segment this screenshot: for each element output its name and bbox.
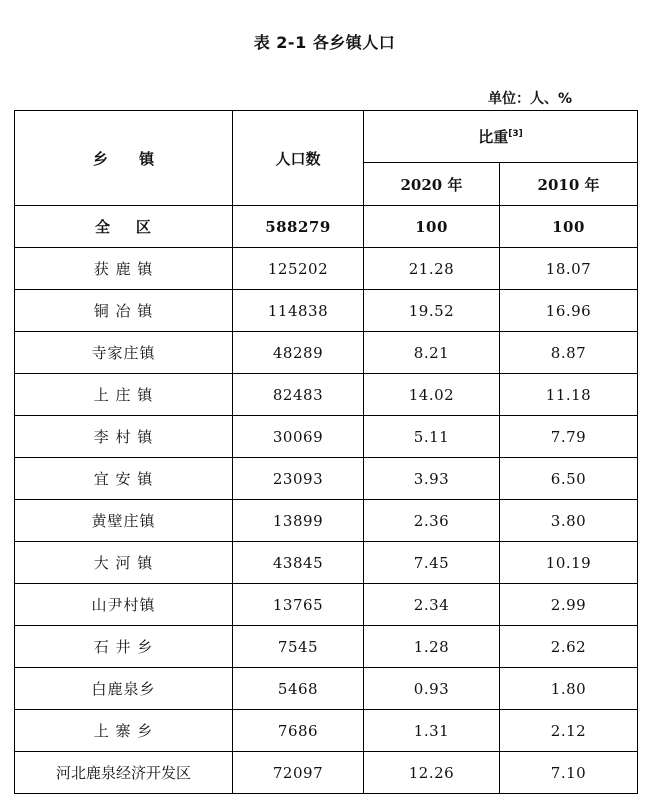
row-share-2020: 7.45 (364, 542, 500, 584)
row-population: 7545 (233, 626, 364, 668)
table-row-total (15, 206, 638, 248)
table-row (15, 290, 638, 332)
row-share-2010: 7.79 (500, 416, 638, 458)
table-row (15, 584, 638, 626)
row-share-2010: 8.87 (500, 332, 638, 374)
row-name: 大 河 镇 (15, 542, 233, 584)
row-share-2010: 2.12 (500, 710, 638, 752)
row-population: 43845 (233, 542, 364, 584)
header-share (364, 111, 638, 163)
table-title: 表 2-1 各乡镇人口 (253, 33, 396, 52)
header-town: 乡 镇 (15, 111, 233, 206)
row-name: 宜 安 镇 (15, 458, 233, 500)
row-population: 48289 (233, 332, 364, 374)
header-2010: 2010 年 (500, 163, 638, 206)
row-population: 7686 (233, 710, 364, 752)
row-share-2020: 2.36 (364, 500, 500, 542)
row-share-2020: 21.28 (364, 248, 500, 290)
table-body (15, 206, 638, 794)
table-row (15, 500, 638, 542)
table-row (15, 332, 638, 374)
row-share-2010: 10.19 (500, 542, 638, 584)
row-share-2010: 6.50 (500, 458, 638, 500)
row-name: 获 鹿 镇 (15, 248, 233, 290)
row-share-2020: 19.52 (364, 290, 500, 332)
row-name: 全 区 (15, 206, 233, 248)
row-population: 125202 (233, 248, 364, 290)
table-row (15, 542, 638, 584)
table-row (15, 248, 638, 290)
row-population: 72097 (233, 752, 364, 794)
row-population: 588279 (233, 206, 364, 248)
row-share-2010: 100 (500, 206, 638, 248)
row-name: 上 庄 镇 (15, 374, 233, 416)
row-name: 石 井 乡 (15, 626, 233, 668)
row-share-2020: 100 (364, 206, 500, 248)
table-row (15, 458, 638, 500)
row-name: 寺家庄镇 (15, 332, 233, 374)
row-share-2010: 11.18 (500, 374, 638, 416)
row-share-2020: 3.93 (364, 458, 500, 500)
row-name: 山尹村镇 (15, 584, 233, 626)
row-share-2020: 0.93 (364, 668, 500, 710)
row-name: 上 寨 乡 (15, 710, 233, 752)
row-share-2020: 2.34 (364, 584, 500, 626)
row-share-2010: 16.96 (500, 290, 638, 332)
row-share-2010: 1.80 (500, 668, 638, 710)
population-table (14, 110, 638, 794)
row-share-2010: 3.80 (500, 500, 638, 542)
header-share-label: 比重 (478, 128, 509, 146)
table-row (15, 374, 638, 416)
table-row (15, 668, 638, 710)
row-share-2020: 14.02 (364, 374, 500, 416)
row-share-2020: 1.28 (364, 626, 500, 668)
row-population: 30069 (233, 416, 364, 458)
row-population: 5468 (233, 668, 364, 710)
row-share-2020: 1.31 (364, 710, 500, 752)
unit-label: 单位：人、% (488, 91, 573, 107)
row-share-2010: 7.10 (500, 752, 638, 794)
row-share-2020: 12.26 (364, 752, 500, 794)
row-population: 13765 (233, 584, 364, 626)
row-name: 李 村 镇 (15, 416, 233, 458)
header-2020: 2020 年 (364, 163, 500, 206)
row-share-2010: 2.99 (500, 584, 638, 626)
table-row (15, 626, 638, 668)
row-population: 23093 (233, 458, 364, 500)
row-share-2020: 8.21 (364, 332, 500, 374)
row-name: 铜 冶 镇 (15, 290, 233, 332)
table-row (15, 416, 638, 458)
row-population: 114838 (233, 290, 364, 332)
row-name: 黄壁庄镇 (15, 500, 233, 542)
row-share-2020: 5.11 (364, 416, 500, 458)
table-row (15, 710, 638, 752)
row-population: 13899 (233, 500, 364, 542)
footnote-ref: [3] (508, 129, 523, 139)
row-name: 河北鹿泉经济开发区 (15, 752, 233, 794)
row-population: 82483 (233, 374, 364, 416)
row-share-2010: 18.07 (500, 248, 638, 290)
header-population: 人口数 (233, 111, 364, 206)
row-share-2010: 2.62 (500, 626, 638, 668)
row-name: 白鹿泉乡 (15, 668, 233, 710)
table-row (15, 752, 638, 794)
